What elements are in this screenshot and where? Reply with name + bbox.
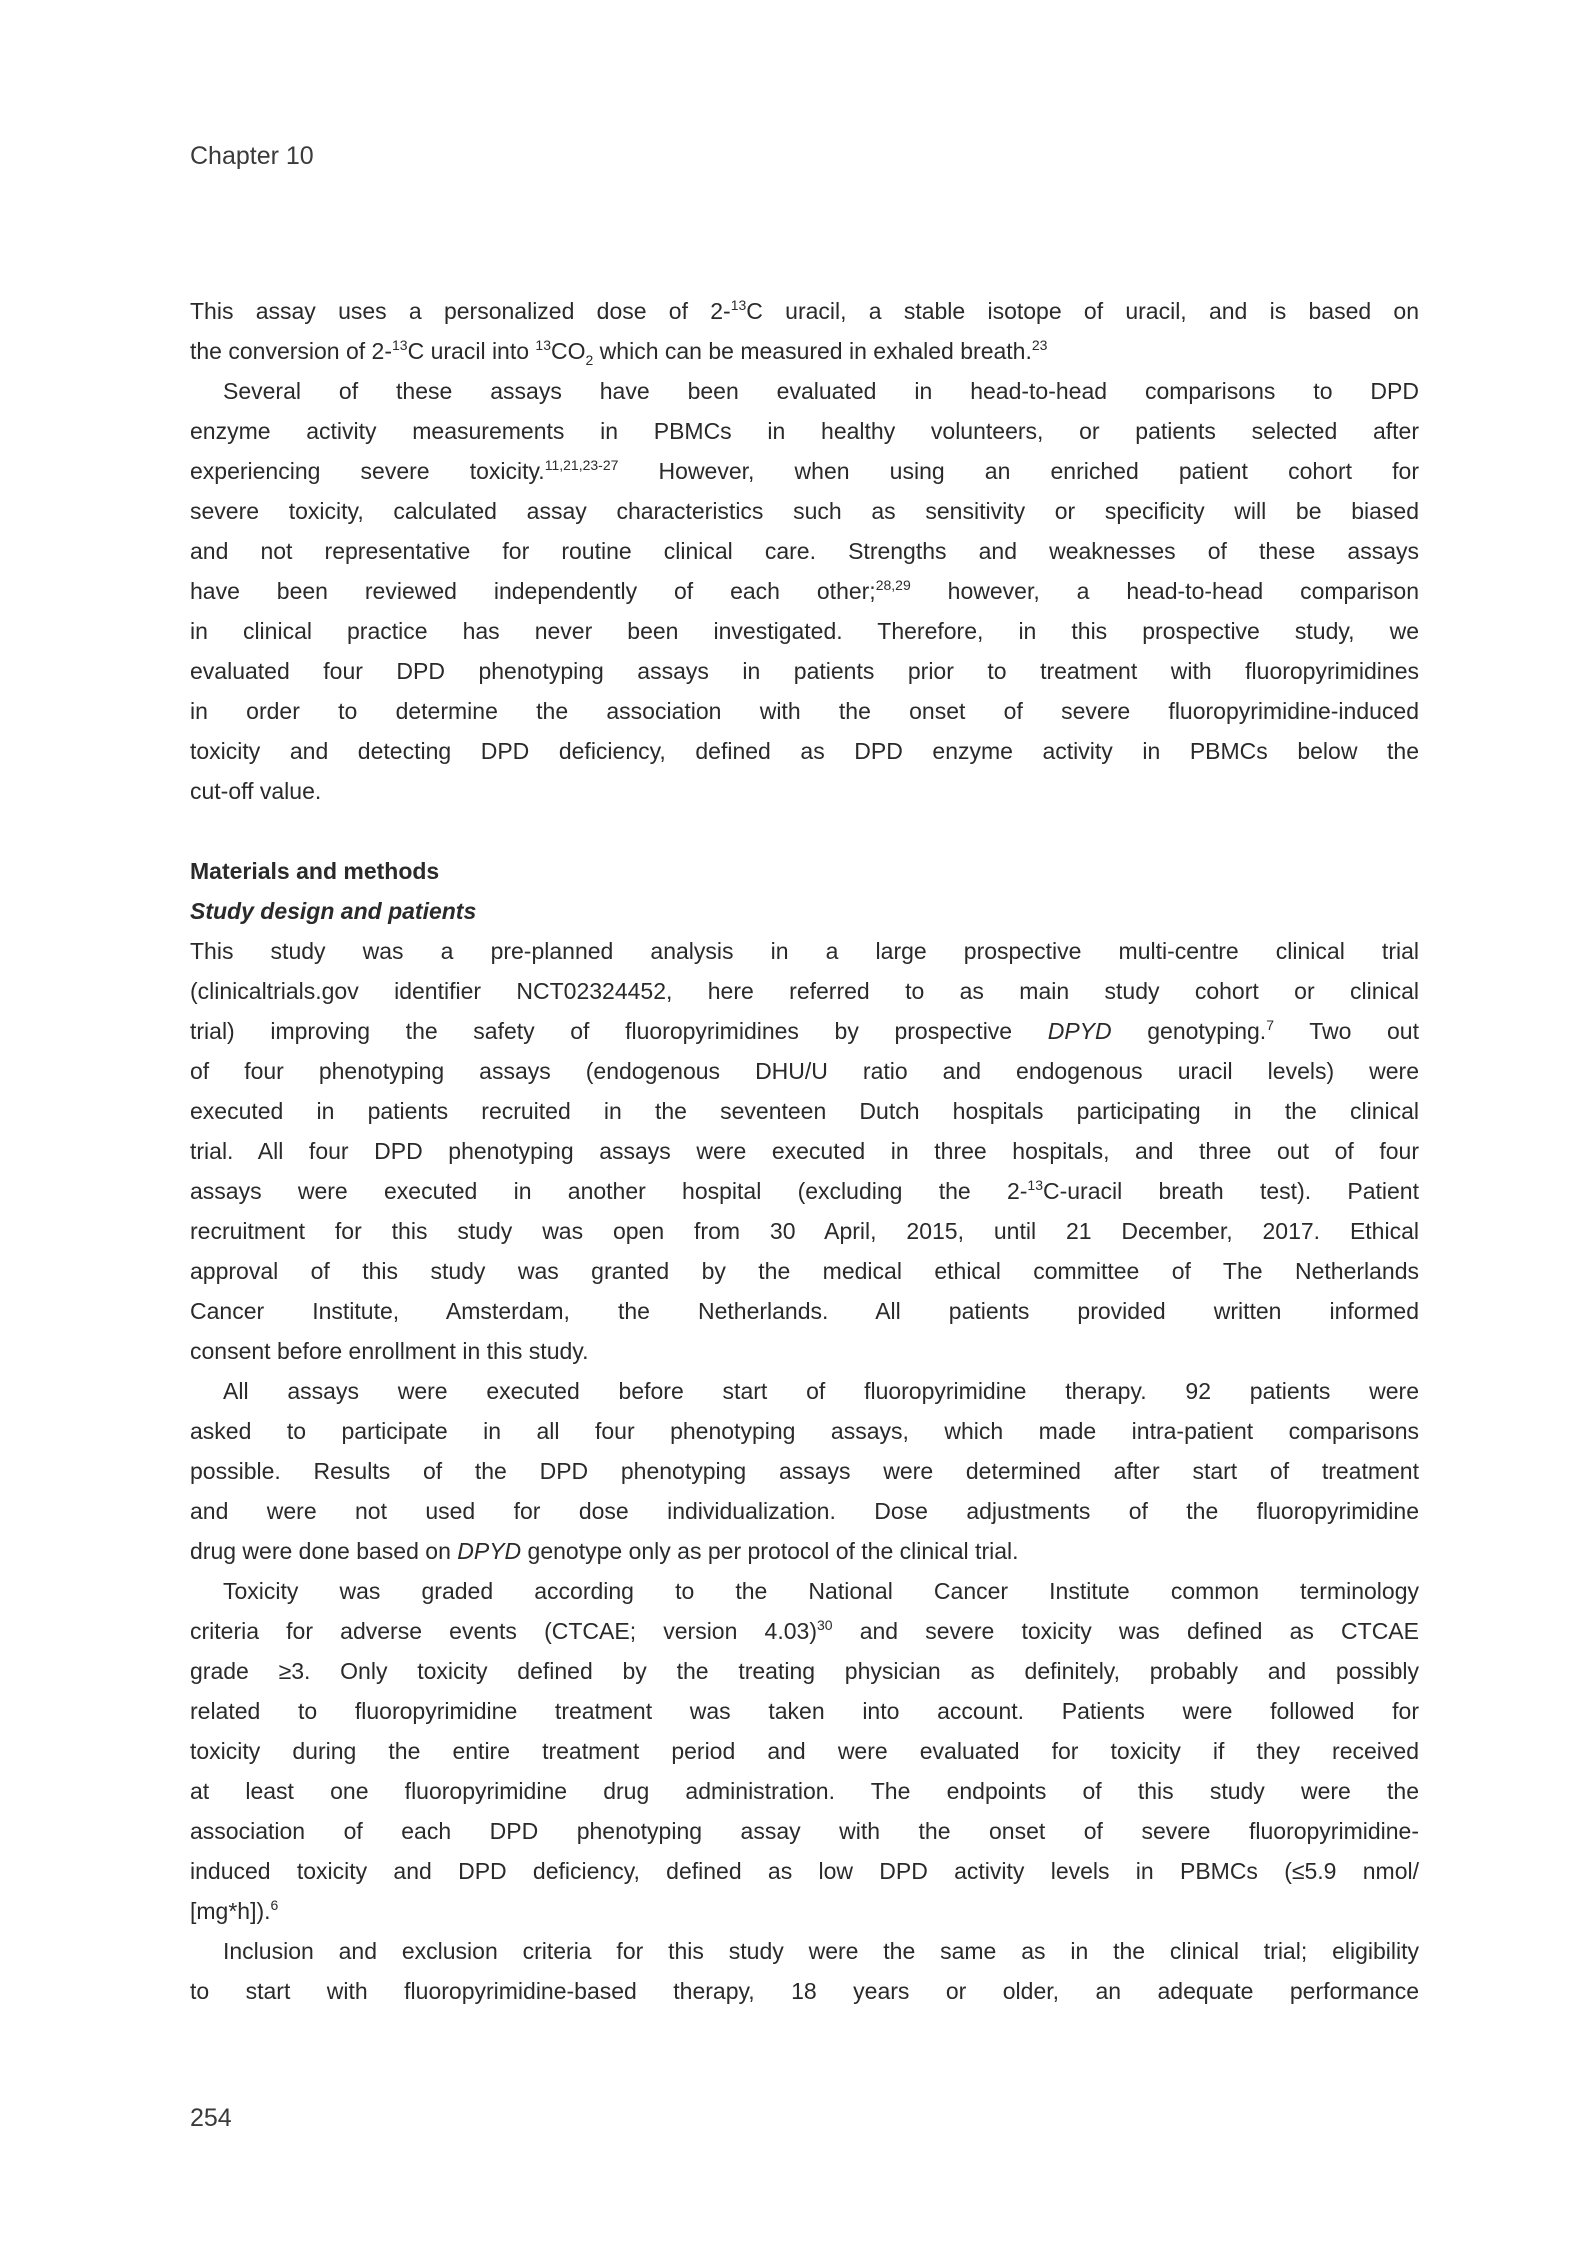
superscript-reference: 7 bbox=[1266, 1017, 1274, 1033]
text-line bbox=[190, 1971, 1419, 2011]
superscript-reference: 11,21,23-27 bbox=[544, 457, 619, 473]
subscript: 2 bbox=[585, 352, 594, 368]
text-run: enzyme activity measurements in PBMCs in healthy volunteers, or patients selected after bbox=[190, 418, 1419, 444]
page-number: 254 bbox=[190, 2104, 232, 2132]
superscript-reference: 13 bbox=[392, 337, 408, 353]
text-run: C uracil, a stable isotope of uracil, and is based on bbox=[746, 298, 1419, 324]
text-run: CO bbox=[551, 338, 586, 364]
text-line bbox=[190, 371, 1419, 411]
superscript-reference: 6 bbox=[270, 1897, 279, 1913]
text-run: Several of these assays have been evaluated in head-to-head comparisons to DPD bbox=[223, 378, 1419, 404]
text-line bbox=[190, 291, 1419, 331]
section-heading bbox=[190, 851, 1419, 891]
text-line bbox=[190, 1931, 1419, 1971]
text-run: C uracil into bbox=[407, 338, 536, 364]
text-run: assays were executed in another hospital (excluding the 2- bbox=[190, 1178, 1028, 1204]
text-line bbox=[190, 451, 1419, 491]
text-run: This assay uses a personalized dose of 2- bbox=[190, 298, 731, 324]
text-line bbox=[190, 731, 1419, 771]
text-run: possible. Results of the DPD phenotyping assays were determined after start of treatment bbox=[190, 1458, 1419, 1484]
text-run: to start with fluoropyrimidine-based therapy, 18 years or older, an adequate performance bbox=[190, 1978, 1419, 2004]
superscript-reference: 13 bbox=[730, 297, 747, 313]
text-run: cut-off value. bbox=[190, 778, 322, 804]
text-run: toxicity during the entire treatment period and were evaluated for toxicity if they received bbox=[190, 1738, 1419, 1764]
text-run: toxicity and detecting DPD deficiency, defined as DPD enzyme activity in PBMCs below the bbox=[190, 738, 1419, 764]
text-line bbox=[190, 331, 1419, 371]
text-line bbox=[190, 1531, 1419, 1571]
text-line bbox=[190, 411, 1419, 451]
text-line bbox=[190, 571, 1419, 611]
text-run: evaluated four DPD phenotyping assays in patients prior to treatment with fluoropyrimidines bbox=[190, 658, 1419, 684]
text-run: consent before enrollment in this study. bbox=[190, 1338, 589, 1364]
text-run: Inclusion and exclusion criteria for this study were the same as in the clinical trial; eligibility bbox=[223, 1938, 1419, 1964]
text-run: However, when using an enriched patient cohort for bbox=[618, 458, 1419, 484]
text-run: approval of this study was granted by the medical ethical committee of The Netherlands bbox=[190, 1258, 1419, 1284]
text-run: induced toxicity and DPD deficiency, defined as low DPD activity levels in PBMCs (≤5.9 nmol/ bbox=[190, 1858, 1419, 1884]
text-run: genotyping. bbox=[1111, 1018, 1267, 1044]
text-line bbox=[190, 1251, 1419, 1291]
text-line bbox=[190, 1091, 1419, 1131]
text-line bbox=[190, 1611, 1419, 1651]
text-run: severe toxicity, calculated assay characteristics such as sensitivity or specificity will be biased bbox=[190, 498, 1419, 524]
text-line bbox=[190, 1731, 1419, 1771]
text-run: which can be measured in exhaled breath. bbox=[593, 338, 1032, 364]
text-line bbox=[190, 691, 1419, 731]
text-line bbox=[190, 771, 1419, 811]
subsection-heading bbox=[190, 891, 1419, 931]
text-run: asked to participate in all four phenotyping assays, which made intra-patient comparisons bbox=[190, 1418, 1419, 1444]
text-line bbox=[190, 531, 1419, 571]
text-line bbox=[190, 1691, 1419, 1731]
text-line bbox=[190, 1451, 1419, 1491]
running-header: Chapter 10 bbox=[190, 142, 314, 170]
text-run: [mg*h]). bbox=[190, 1898, 271, 1924]
text-run: and were not used for dose individualization. Dose adjustments of the fluoropyrimidine bbox=[190, 1498, 1419, 1524]
text-run: Two out bbox=[1273, 1018, 1419, 1044]
text-run: and severe toxicity was defined as CTCAE bbox=[832, 1618, 1419, 1644]
text-line bbox=[190, 1291, 1419, 1331]
superscript-reference: 28,29 bbox=[875, 577, 911, 593]
text-run: the conversion of 2- bbox=[190, 338, 393, 364]
text-run: in order to determine the association with the onset of severe fluoropyrimidine-induced bbox=[190, 698, 1419, 724]
text-run: have been reviewed independently of each other; bbox=[190, 578, 876, 604]
text-line bbox=[190, 1891, 1419, 1931]
text-line bbox=[190, 1131, 1419, 1171]
text-run: at least one fluoropyrimidine drug administration. The endpoints of this study were the bbox=[190, 1778, 1419, 1804]
superscript-reference: 30 bbox=[816, 1617, 833, 1633]
text-line bbox=[190, 1771, 1419, 1811]
text-line bbox=[190, 651, 1419, 691]
text-line bbox=[190, 1811, 1419, 1851]
text-run: recruitment for this study was open from 30 April, 2015, until 21 December, 2017. Ethical bbox=[190, 1218, 1419, 1244]
text-run: genotype only as per protocol of the clinical trial. bbox=[521, 1538, 1019, 1564]
text-line bbox=[190, 1171, 1419, 1211]
text-run: and not representative for routine clinical care. Strengths and weaknesses of these assays bbox=[190, 538, 1419, 564]
text-line bbox=[190, 1651, 1419, 1691]
text-line bbox=[190, 931, 1419, 971]
text-run: This study was a pre-planned analysis in a large prospective multi-centre clinical trial bbox=[190, 938, 1419, 964]
text-run: Cancer Institute, Amsterdam, the Netherlands. All patients provided written informed bbox=[190, 1298, 1419, 1324]
text-run: executed in patients recruited in the seventeen Dutch hospitals participating in the clinical bbox=[190, 1098, 1419, 1124]
text-run: trial) improving the safety of fluoropyrimidines by prospective bbox=[190, 1018, 1048, 1044]
text-run: Study design and patients bbox=[190, 898, 477, 924]
body-text bbox=[190, 291, 1419, 2011]
text-line bbox=[190, 1331, 1419, 1371]
text-line bbox=[190, 491, 1419, 531]
superscript-reference: 23 bbox=[1031, 337, 1048, 353]
text-line bbox=[190, 611, 1419, 651]
text-line bbox=[190, 1571, 1419, 1611]
text-run: Materials and methods bbox=[190, 858, 440, 884]
text-run: grade ≥3. Only toxicity defined by the treating physician as definitely, probably and possibly bbox=[190, 1658, 1419, 1684]
text-line bbox=[190, 1371, 1419, 1411]
text-line bbox=[190, 1051, 1419, 1091]
italic-term: DPYD bbox=[457, 1538, 522, 1564]
text-run: experiencing severe toxicity. bbox=[190, 458, 545, 484]
superscript-reference: 13 bbox=[1027, 1177, 1043, 1193]
text-run: in clinical practice has never been investigated. Therefore, in this prospective study, we bbox=[190, 618, 1419, 644]
text-line bbox=[190, 971, 1419, 1011]
text-line bbox=[190, 1011, 1419, 1051]
text-line bbox=[190, 1411, 1419, 1451]
text-run: association of each DPD phenotyping assay with the onset of severe fluoropyrimidine- bbox=[190, 1818, 1419, 1844]
text-run: C-uracil breath test). Patient bbox=[1043, 1178, 1419, 1204]
text-run: drug were done based on bbox=[190, 1538, 458, 1564]
text-run: (clinicaltrials.gov identifier NCT02324452, here referred to as main study cohort or clinical bbox=[190, 978, 1419, 1004]
text-run: criteria for adverse events (CTCAE; version 4.03) bbox=[190, 1618, 817, 1644]
text-line bbox=[190, 1211, 1419, 1251]
text-run: All assays were executed before start of fluoropyrimidine therapy. 92 patients were bbox=[223, 1378, 1419, 1404]
italic-term: DPYD bbox=[1047, 1018, 1112, 1044]
superscript-reference: 13 bbox=[535, 337, 551, 353]
text-run: of four phenotyping assays (endogenous DHU/U ratio and endogenous uracil levels) were bbox=[190, 1058, 1419, 1084]
text-line bbox=[190, 1851, 1419, 1891]
text-run: however, a head-to-head comparison bbox=[910, 578, 1419, 604]
text-run: Toxicity was graded according to the National Cancer Institute common terminology bbox=[223, 1578, 1419, 1604]
text-run: related to fluoropyrimidine treatment was taken into account. Patients were followed for bbox=[190, 1698, 1419, 1724]
text-line bbox=[190, 1491, 1419, 1531]
text-run: trial. All four DPD phenotyping assays were executed in three hospitals, and three out of four bbox=[190, 1138, 1419, 1164]
blank-line bbox=[190, 811, 1419, 851]
